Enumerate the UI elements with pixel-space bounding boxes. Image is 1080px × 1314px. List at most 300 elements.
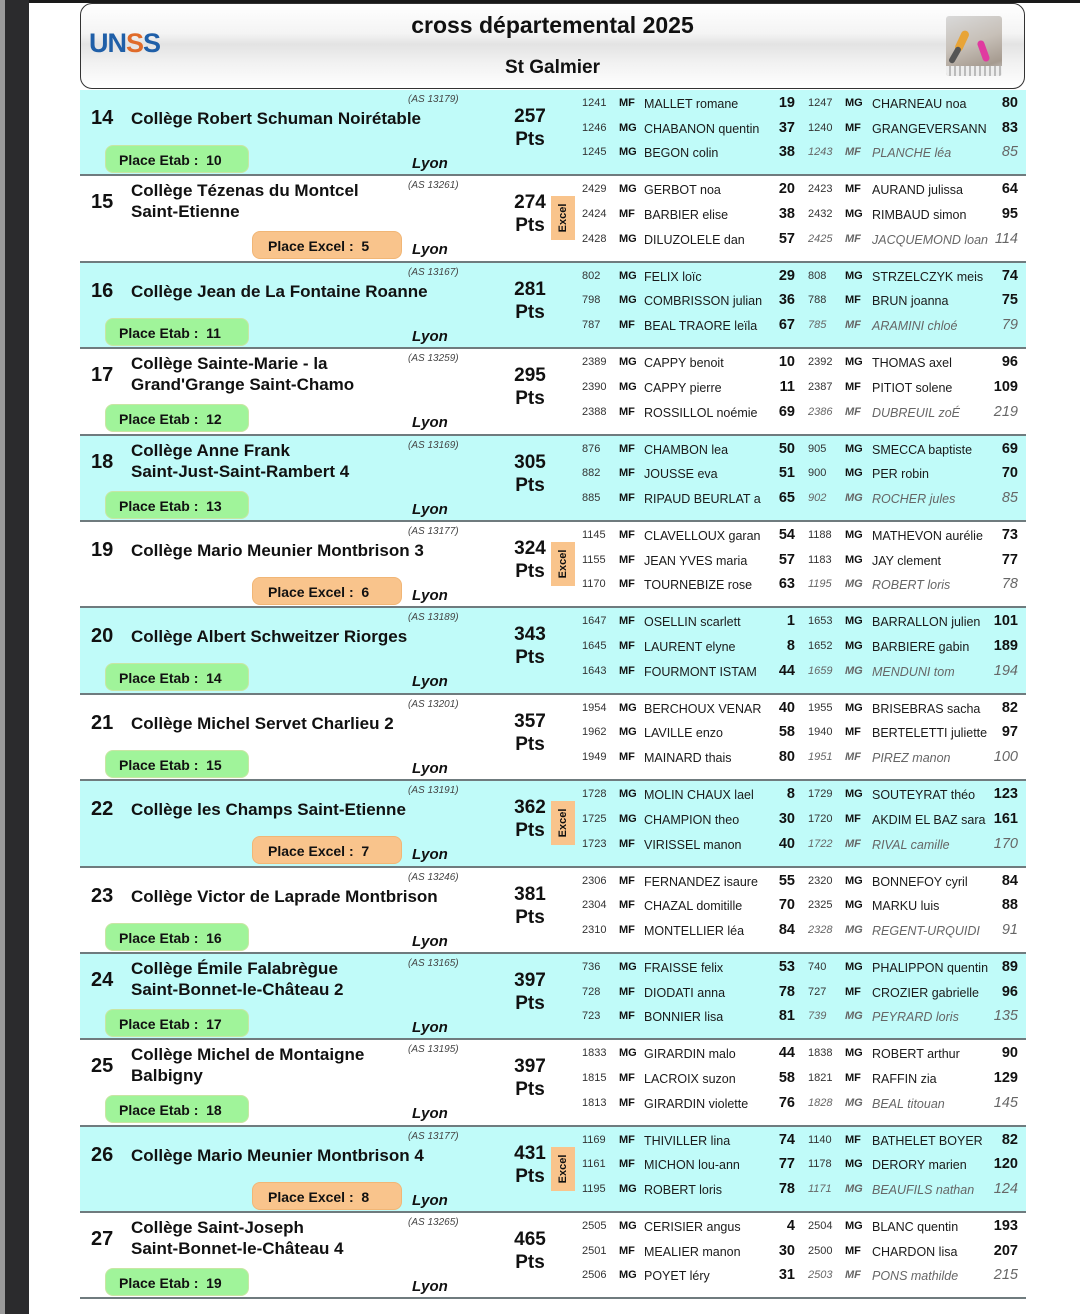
points-value: 397 <box>514 969 546 991</box>
runner-category: MF <box>619 97 635 109</box>
runner-place: 78 <box>778 1181 795 1198</box>
as-number: (AS 13167) <box>408 266 459 278</box>
team-entry <box>80 436 1026 522</box>
team-name: Collège Robert Schuman Noirétable <box>131 109 421 128</box>
team-rank: 23 <box>91 884 114 907</box>
runner-place: 44 <box>778 1045 795 1062</box>
runner-category: MG <box>845 528 863 541</box>
runner-place: 88 <box>1001 897 1018 914</box>
runner-category: MF <box>619 837 635 850</box>
runner-place: 85 <box>1001 144 1018 161</box>
place-etab-badge: Place Etab : 13 <box>105 491 249 519</box>
runner-place: 193 <box>993 1218 1018 1235</box>
runner-name: ROSSILLOL noémie <box>644 405 758 420</box>
runner-place: 170 <box>993 835 1018 852</box>
city-label: Lyon <box>412 759 448 777</box>
team-entry <box>80 868 1026 954</box>
as-number: (AS 13259) <box>408 353 459 365</box>
runner-row <box>577 919 1026 944</box>
team-rank: 16 <box>91 279 114 302</box>
points-value: 274 <box>514 192 546 214</box>
runner-place: 70 <box>778 897 795 914</box>
runner-place: 69 <box>1001 440 1018 457</box>
team-rank: 21 <box>91 711 114 734</box>
excel-tag <box>551 196 575 240</box>
runner-name: LAVILLE enzo <box>644 726 723 741</box>
excel-tag <box>551 1147 575 1191</box>
place-etab-badge: Place Etab : 10 <box>105 145 249 173</box>
runner-category: MF <box>619 553 635 566</box>
runner-name: LAURENT elyne <box>644 640 736 655</box>
runner-bib: 2388 <box>582 405 607 418</box>
runner-bib: 808 <box>808 269 827 282</box>
team-points <box>510 451 550 497</box>
runner-category: MG <box>845 923 863 936</box>
as-number: (AS 13191) <box>408 785 459 797</box>
as-number: (AS 13261) <box>408 180 459 192</box>
runner-place: 77 <box>1001 551 1018 568</box>
runner-row <box>577 1067 1026 1092</box>
runner-name: AKDIM EL BAZ sara <box>872 812 986 827</box>
runner-name: JACQUEMOND loan <box>872 232 988 247</box>
runner-category: MF <box>619 491 635 504</box>
place-etab-badge: Place Etab : 16 <box>105 923 249 951</box>
runner-bib: 1241 <box>582 97 607 109</box>
runner-place: 67 <box>778 317 795 334</box>
unss-logo: UNSS <box>89 28 161 58</box>
runner-name: CHABANON quentin <box>644 121 760 136</box>
runner-bib: 788 <box>808 294 827 307</box>
runner-row <box>577 870 1026 895</box>
runner-row <box>577 524 1026 549</box>
runner-name: JEAN YVES maria <box>644 553 748 568</box>
runner-place: 29 <box>778 267 795 284</box>
runner-name: CAPPY pierre <box>644 380 722 395</box>
team-points <box>510 364 550 410</box>
runner-category: MF <box>619 208 635 221</box>
city-label: Lyon <box>412 500 448 518</box>
runner-place: 63 <box>778 576 795 593</box>
runner-category: MF <box>619 1071 635 1084</box>
runner-row <box>577 1178 1026 1203</box>
points-value: 362 <box>514 797 546 819</box>
runner-category: MF <box>845 1244 861 1257</box>
team-points <box>510 796 550 842</box>
runner-bib: 1647 <box>582 615 607 628</box>
as-number: (AS 13195) <box>408 1044 459 1056</box>
place-excel-badge: Place Excel : 8 <box>252 1182 402 1210</box>
runner-place: 38 <box>778 206 795 223</box>
runner-name: MOLIN CHAUX lael <box>644 788 754 803</box>
runner-bib: 1940 <box>808 726 833 739</box>
points-unit: Pts <box>515 1079 545 1101</box>
runner-bib: 798 <box>582 294 601 307</box>
runner-category: MF <box>845 812 861 825</box>
runner-place: 77 <box>778 1156 795 1173</box>
runner-bib: 1183 <box>808 553 832 566</box>
runner-name: AURAND julissa <box>872 183 963 198</box>
runner-name: MONTELLIER léa <box>644 923 745 938</box>
runner-bib: 723 <box>582 1010 601 1023</box>
runner-category: MG <box>845 960 863 973</box>
runner-bib: 2390 <box>582 380 607 393</box>
runner-category: MG <box>845 701 863 714</box>
runner-name: ROBERT arthur <box>872 1047 960 1062</box>
runner-place: 78 <box>1001 576 1018 593</box>
runner-category: MF <box>845 294 861 307</box>
runner-place: 19 <box>778 95 795 111</box>
runner-category: MG <box>619 726 637 739</box>
place-etab-badge: Place Etab : 17 <box>105 1009 249 1037</box>
runner-bib: 1653 <box>808 615 833 628</box>
runner-bib: 900 <box>808 467 827 480</box>
runner-category: MF <box>619 923 635 936</box>
team-entry <box>80 349 1026 435</box>
runner-place: 145 <box>993 1094 1018 1111</box>
points-unit: Pts <box>515 820 545 842</box>
runner-name: BEAUFILS nathan <box>872 1183 975 1198</box>
runner-category: MF <box>845 232 861 245</box>
runner-bib: 1247 <box>808 97 833 109</box>
team-name-line: Collège Saint-Joseph <box>131 1218 304 1238</box>
points-value: 343 <box>514 624 546 646</box>
runner-place: 74 <box>1001 267 1018 284</box>
runners-grid <box>577 522 1026 606</box>
place-etab-badge: Place Etab : 12 <box>105 404 249 432</box>
runner-name: TOURNEBIZE rose <box>644 578 753 593</box>
city-label: Lyon <box>412 1105 448 1123</box>
as-number: (AS 13189) <box>408 612 459 624</box>
points-unit: Pts <box>515 733 545 755</box>
runner-place: 123 <box>993 786 1018 803</box>
city-label: Lyon <box>412 414 448 432</box>
runner-name: MICHON lou-ann <box>644 1158 740 1173</box>
runner-bib: 2310 <box>582 923 607 936</box>
runner-category: MG <box>845 788 863 801</box>
team-name: Collège Victor de Laprade Montbrison <box>131 886 438 906</box>
team-name: Collège Jean de La Fontaine Roanne <box>131 281 428 301</box>
runner-row <box>577 401 1026 426</box>
runner-place: 81 <box>778 1008 795 1025</box>
city-label: Lyon <box>412 932 448 950</box>
runner-place: 100 <box>993 749 1018 766</box>
runner-place: 8 <box>786 786 795 803</box>
runner-bib: 1643 <box>582 664 607 677</box>
runner-category: MG <box>845 578 863 591</box>
runner-row <box>577 1215 1026 1240</box>
runner-name: PHALIPPON quentin <box>872 960 989 975</box>
team-name-line: Saint-Etienne <box>131 202 240 222</box>
runner-category: MF <box>619 528 635 541</box>
city-label: Lyon <box>412 241 448 259</box>
runner-category: MF <box>845 1269 861 1282</box>
team-points <box>510 969 550 1015</box>
runner-place: 84 <box>778 921 795 938</box>
runners-grid <box>577 1127 1026 1211</box>
runner-category: MG <box>845 208 863 221</box>
runner-bib: 2429 <box>582 183 607 196</box>
runner-name: REGENT-URQUIDI <box>872 923 980 938</box>
runner-row <box>577 487 1026 512</box>
runner-place: 36 <box>778 292 795 309</box>
runner-name: RIPAUD BEURLAT a <box>644 491 761 506</box>
as-number: (AS 13165) <box>408 957 459 969</box>
runner-place: 10 <box>778 354 795 371</box>
runner-name: CHAMBON lea <box>644 442 729 457</box>
runner-bib: 1954 <box>582 701 607 714</box>
team-entry <box>80 263 1026 349</box>
place-excel-badge: Place Excel : 7 <box>252 836 402 864</box>
runner-category: MG <box>619 146 637 159</box>
runners-grid <box>577 954 1026 1038</box>
runner-place: 120 <box>993 1156 1018 1173</box>
team-name-line: Collège Michel de Montaigne <box>131 1045 365 1065</box>
runner-bib: 1949 <box>582 751 607 764</box>
runner-name: BARBIERE gabin <box>872 640 970 655</box>
runner-name: DIODATI anna <box>644 985 726 1000</box>
runner-category: MF <box>845 405 861 418</box>
runner-bib: 1951 <box>808 751 833 764</box>
runner-bib: 2425 <box>808 232 833 245</box>
runner-place: 40 <box>778 835 795 852</box>
runner-category: MF <box>619 751 635 764</box>
runner-name: VIRISSEL manon <box>644 837 742 852</box>
runner-row <box>577 981 1026 1006</box>
runner-name: BARRALLON julien <box>872 615 981 630</box>
runner-bib: 1722 <box>808 837 833 850</box>
points-value: 257 <box>514 106 546 127</box>
runner-row <box>577 178 1026 203</box>
runner-place: 58 <box>778 724 795 741</box>
runner-place: 96 <box>1001 983 1018 1000</box>
runner-place: 69 <box>778 403 795 420</box>
runner-category: MF <box>619 1244 635 1257</box>
runner-category: MG <box>619 121 637 134</box>
runner-name: THOMAS axel <box>872 356 952 371</box>
points-unit: Pts <box>515 906 545 928</box>
runner-name: FELIX loïc <box>644 269 702 284</box>
runner-bib: 1169 <box>582 1133 606 1146</box>
runner-place: 37 <box>778 119 795 136</box>
runner-bib: 1833 <box>582 1047 607 1060</box>
points-value: 431 <box>514 1142 546 1164</box>
runner-bib: 1155 <box>582 553 606 566</box>
runners-grid <box>577 263 1026 347</box>
team-entry <box>80 608 1026 694</box>
runner-category: MF <box>619 578 635 591</box>
runner-category: MG <box>619 1269 637 1282</box>
points-unit: Pts <box>515 992 545 1014</box>
runner-row <box>577 783 1026 808</box>
runner-name: THIVILLER lina <box>644 1133 731 1148</box>
city-label: Lyon <box>412 673 448 691</box>
runner-name: POYET léry <box>644 1269 710 1284</box>
runner-category: MG <box>845 442 863 455</box>
runner-category: MF <box>619 1010 635 1023</box>
runner-place: 65 <box>778 489 795 506</box>
runner-bib: 1962 <box>582 726 607 739</box>
runner-place: 70 <box>1001 465 1018 482</box>
points-unit: Pts <box>515 215 545 237</box>
runners-grid <box>577 176 1026 260</box>
runner-place: 54 <box>778 526 795 543</box>
team-rank: 25 <box>91 1055 114 1078</box>
runner-bib: 905 <box>808 442 827 455</box>
team-name-line: Grand'Grange Saint-Chamo <box>131 375 355 395</box>
runner-category: MF <box>619 319 635 332</box>
runner-name: PER robin <box>872 467 929 482</box>
runner-place: 51 <box>778 465 795 482</box>
team-rank: 20 <box>91 625 114 648</box>
team-points <box>510 710 550 756</box>
runner-bib: 2387 <box>808 380 833 393</box>
runner-category: MF <box>845 121 861 134</box>
runner-name: PEYRARD loris <box>872 1010 959 1025</box>
runner-place: 82 <box>1001 1131 1018 1148</box>
runner-name: PITIOT solene <box>872 380 953 395</box>
runner-place: 44 <box>778 662 795 679</box>
runner-name: BLANC quentin <box>872 1220 959 1235</box>
team-points <box>510 1055 550 1101</box>
as-number: (AS 13177) <box>408 525 459 537</box>
city-label: Lyon <box>412 1018 448 1036</box>
city-label: Lyon <box>412 155 448 172</box>
team-entry <box>80 954 1026 1040</box>
runners-grid <box>577 349 1026 433</box>
city-label: Lyon <box>412 1278 448 1296</box>
runner-name: CHAZAL domitille <box>644 899 743 914</box>
runner-place: 80 <box>778 749 795 766</box>
runners-grid <box>577 1040 1026 1124</box>
runner-row <box>577 141 1026 166</box>
runner-bib: 2505 <box>582 1220 607 1233</box>
runner-row <box>577 573 1026 598</box>
place-etab-badge: Place Etab : 11 <box>105 318 249 346</box>
team-entry <box>80 176 1026 262</box>
runner-bib: 736 <box>582 960 601 973</box>
runner-bib: 1821 <box>808 1071 833 1084</box>
runner-place: 40 <box>778 699 795 716</box>
runner-name: CHAMPION theo <box>644 812 740 827</box>
runner-row <box>577 438 1026 463</box>
runner-name: ROBERT loris <box>872 578 951 593</box>
runner-bib: 1245 <box>582 146 607 159</box>
runner-category: MG <box>619 380 637 393</box>
runner-name: PLANCHE léa <box>872 146 952 161</box>
team-name: Collège Mario Meunier Montbrison 4 <box>131 1145 424 1165</box>
runner-bib: 2304 <box>582 899 607 912</box>
runner-bib: 1955 <box>808 701 833 714</box>
runner-bib: 785 <box>808 319 827 332</box>
runners-grid <box>577 436 1026 520</box>
runner-place: 84 <box>1001 872 1018 889</box>
runner-name: GRANGEVERSANN <box>872 121 987 136</box>
runner-place: 4 <box>786 1218 795 1235</box>
runner-name: ROBERT loris <box>644 1183 723 1198</box>
points-unit: Pts <box>515 129 545 150</box>
runner-row <box>577 1129 1026 1154</box>
runner-row <box>577 1092 1026 1117</box>
runner-name: OSELLIN scarlett <box>644 615 741 630</box>
team-name: Collège Albert Schweitzer Riorges <box>131 627 408 647</box>
team-points <box>510 883 550 929</box>
runner-row <box>577 610 1026 635</box>
team-entry <box>80 1127 1026 1213</box>
runner-place: 90 <box>1001 1045 1018 1062</box>
runner-place: 91 <box>1001 921 1018 938</box>
runner-bib: 2389 <box>582 356 607 369</box>
runner-category: MG <box>845 356 863 369</box>
runner-place: 57 <box>778 230 795 247</box>
runner-place: 89 <box>1001 958 1018 975</box>
runner-place: 124 <box>993 1181 1018 1198</box>
runner-category: MG <box>619 960 637 973</box>
runner-bib: 802 <box>582 269 601 282</box>
team-name-line: Collège Sainte-Marie - la <box>131 354 328 374</box>
runner-name: MEALIER manon <box>644 1244 741 1259</box>
runner-bib: 1195 <box>808 578 832 591</box>
points-unit: Pts <box>515 388 545 410</box>
runner-place: 20 <box>778 181 795 198</box>
points-value: 305 <box>514 451 546 473</box>
runner-bib: 2432 <box>808 208 833 221</box>
runner-place: 55 <box>778 872 795 889</box>
points-value: 397 <box>514 1056 546 1078</box>
runner-category: MG <box>845 269 863 282</box>
runner-category: MG <box>845 467 863 480</box>
runner-name: BRUN joanna <box>872 294 949 309</box>
points-value: 381 <box>514 883 546 905</box>
runner-bib: 902 <box>808 491 827 504</box>
runner-name: BEAL TRAORE leïla <box>644 319 758 334</box>
runner-category: MG <box>845 97 863 109</box>
runner-place: 96 <box>1001 354 1018 371</box>
points-value: 281 <box>514 278 546 300</box>
city-label: Lyon <box>412 846 448 864</box>
team-entry <box>80 1213 1026 1299</box>
runner-category: MG <box>845 1183 863 1196</box>
runner-name: MAINARD thais <box>644 751 732 766</box>
runners-grid <box>577 608 1026 692</box>
points-value: 357 <box>514 710 546 732</box>
runner-place: 95 <box>1001 206 1018 223</box>
city-label: Lyon <box>412 586 448 604</box>
runner-name: STRZELCZYK meis <box>872 269 984 284</box>
team-points <box>510 1228 550 1274</box>
runner-place: 79 <box>1001 317 1018 334</box>
runner-place: 38 <box>778 144 795 161</box>
runner-bib: 1195 <box>582 1183 606 1196</box>
runner-row <box>577 117 1026 142</box>
runner-category: MF <box>619 467 635 480</box>
team-rank: 22 <box>91 798 114 821</box>
runner-bib: 2424 <box>582 208 607 221</box>
runner-name: MATHEVON aurélie <box>872 528 983 543</box>
team-points <box>510 278 550 324</box>
team-rank: 24 <box>91 968 114 991</box>
runner-category: MF <box>619 1158 635 1171</box>
runner-name: DERORY marien <box>872 1158 967 1173</box>
runners-grid <box>577 781 1026 865</box>
runner-name: PONS mathilde <box>872 1269 959 1284</box>
runner-category: MG <box>619 788 637 801</box>
runner-place: 64 <box>1001 181 1018 198</box>
runners-grid <box>577 868 1026 952</box>
runner-bib: 1140 <box>808 1133 832 1146</box>
runner-bib: 1828 <box>808 1096 833 1109</box>
runners-photo-icon <box>946 16 1002 76</box>
points-value: 324 <box>514 537 546 559</box>
